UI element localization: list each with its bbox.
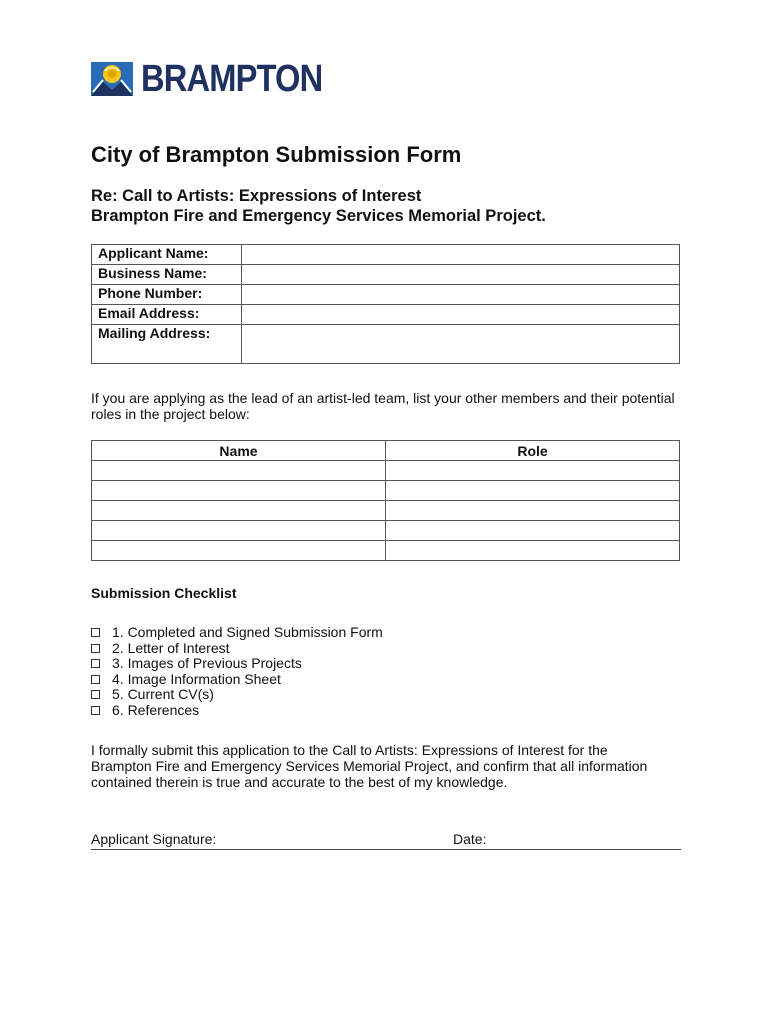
signature-line[interactable] bbox=[91, 831, 681, 850]
mailing-address-label: Mailing Address: bbox=[92, 325, 242, 364]
declaration-text: I formally submit this application to the Call to Artists: Expressions of Interest for the Brampton Fire and Emergency Services Memorial Project, and confirm that all information contained therein is true and accurate to the best of my knowledge. bbox=[91, 742, 648, 790]
checkbox[interactable] bbox=[91, 675, 100, 684]
team-member-name-cell[interactable] bbox=[92, 481, 386, 501]
team-table-header bbox=[92, 441, 680, 461]
checkbox[interactable] bbox=[91, 706, 100, 715]
checklist-item bbox=[91, 625, 383, 641]
team-row bbox=[92, 461, 680, 481]
phone-number-row bbox=[92, 285, 680, 305]
subtitle bbox=[91, 186, 546, 226]
phone-number-label: Phone Number: bbox=[92, 285, 242, 305]
team-members-table bbox=[91, 440, 680, 561]
checklist-item-label: 5. Current CV(s) bbox=[112, 686, 214, 702]
email-address-row bbox=[92, 305, 680, 325]
name-column-header: Name bbox=[92, 441, 386, 461]
team-member-role-cell[interactable] bbox=[386, 481, 680, 501]
checkbox[interactable] bbox=[91, 628, 100, 637]
business-name-label: Business Name: bbox=[92, 265, 242, 285]
team-row bbox=[92, 501, 680, 521]
submission-checklist bbox=[91, 625, 383, 718]
team-member-role-cell[interactable] bbox=[386, 521, 680, 541]
team-member-role-cell[interactable] bbox=[386, 461, 680, 481]
team-row bbox=[92, 541, 680, 561]
checklist-item bbox=[91, 656, 383, 672]
email-address-field[interactable] bbox=[242, 305, 680, 325]
checklist-item-label: 1. Completed and Signed Submission Form bbox=[112, 624, 383, 640]
email-address-label: Email Address: bbox=[92, 305, 242, 325]
checkbox[interactable] bbox=[91, 644, 100, 653]
checkbox[interactable] bbox=[91, 690, 100, 699]
date-label: Date: bbox=[453, 831, 487, 847]
checklist-item bbox=[91, 672, 383, 688]
team-member-name-cell[interactable] bbox=[92, 541, 386, 561]
team-row bbox=[92, 521, 680, 541]
role-column-header: Role bbox=[386, 441, 680, 461]
applicant-signature-label: Applicant Signature: bbox=[91, 831, 217, 847]
applicant-info-table bbox=[91, 244, 680, 364]
team-row bbox=[92, 481, 680, 501]
logo-wordmark: BRAMPTON bbox=[141, 58, 323, 100]
team-member-role-cell[interactable] bbox=[386, 501, 680, 521]
checklist-title: Submission Checklist bbox=[91, 585, 237, 601]
phone-number-field[interactable] bbox=[242, 285, 680, 305]
applicant-name-row bbox=[92, 245, 680, 265]
checklist-item-label: 6. References bbox=[112, 701, 200, 718]
checklist-item bbox=[91, 703, 383, 719]
checkbox[interactable] bbox=[91, 659, 100, 668]
subtitle-line-2: Brampton Fire and Emergency Services Memorial Project. bbox=[91, 207, 546, 225]
checklist-item bbox=[91, 641, 383, 657]
applicant-name-label: Applicant Name: bbox=[92, 245, 242, 265]
team-instructions: If you are applying as the lead of an artist-led team, list your other members and their potential roles in the project below: bbox=[91, 390, 675, 422]
page-title: City of Brampton Submission Form bbox=[91, 142, 462, 167]
checklist-item bbox=[91, 687, 383, 703]
team-member-name-cell[interactable] bbox=[92, 461, 386, 481]
business-name-field[interactable] bbox=[242, 265, 680, 285]
applicant-name-field[interactable] bbox=[242, 245, 680, 265]
business-name-row bbox=[92, 265, 680, 285]
subtitle-line-1: Re: Call to Artists: Expressions of Interest bbox=[91, 187, 422, 205]
brampton-flower-emblem-icon bbox=[91, 62, 133, 96]
checklist-item-label: 2. Letter of Interest bbox=[112, 639, 230, 656]
checklist-item-label: 4. Image Information Sheet bbox=[112, 670, 281, 687]
team-member-name-cell[interactable] bbox=[92, 521, 386, 541]
mailing-address-field[interactable] bbox=[242, 325, 680, 364]
checklist-item-label: 3. Images of Previous Projects bbox=[112, 655, 302, 671]
brampton-logo bbox=[91, 58, 352, 100]
mailing-address-row bbox=[92, 325, 680, 364]
team-member-name-cell[interactable] bbox=[92, 501, 386, 521]
team-member-role-cell[interactable] bbox=[386, 541, 680, 561]
